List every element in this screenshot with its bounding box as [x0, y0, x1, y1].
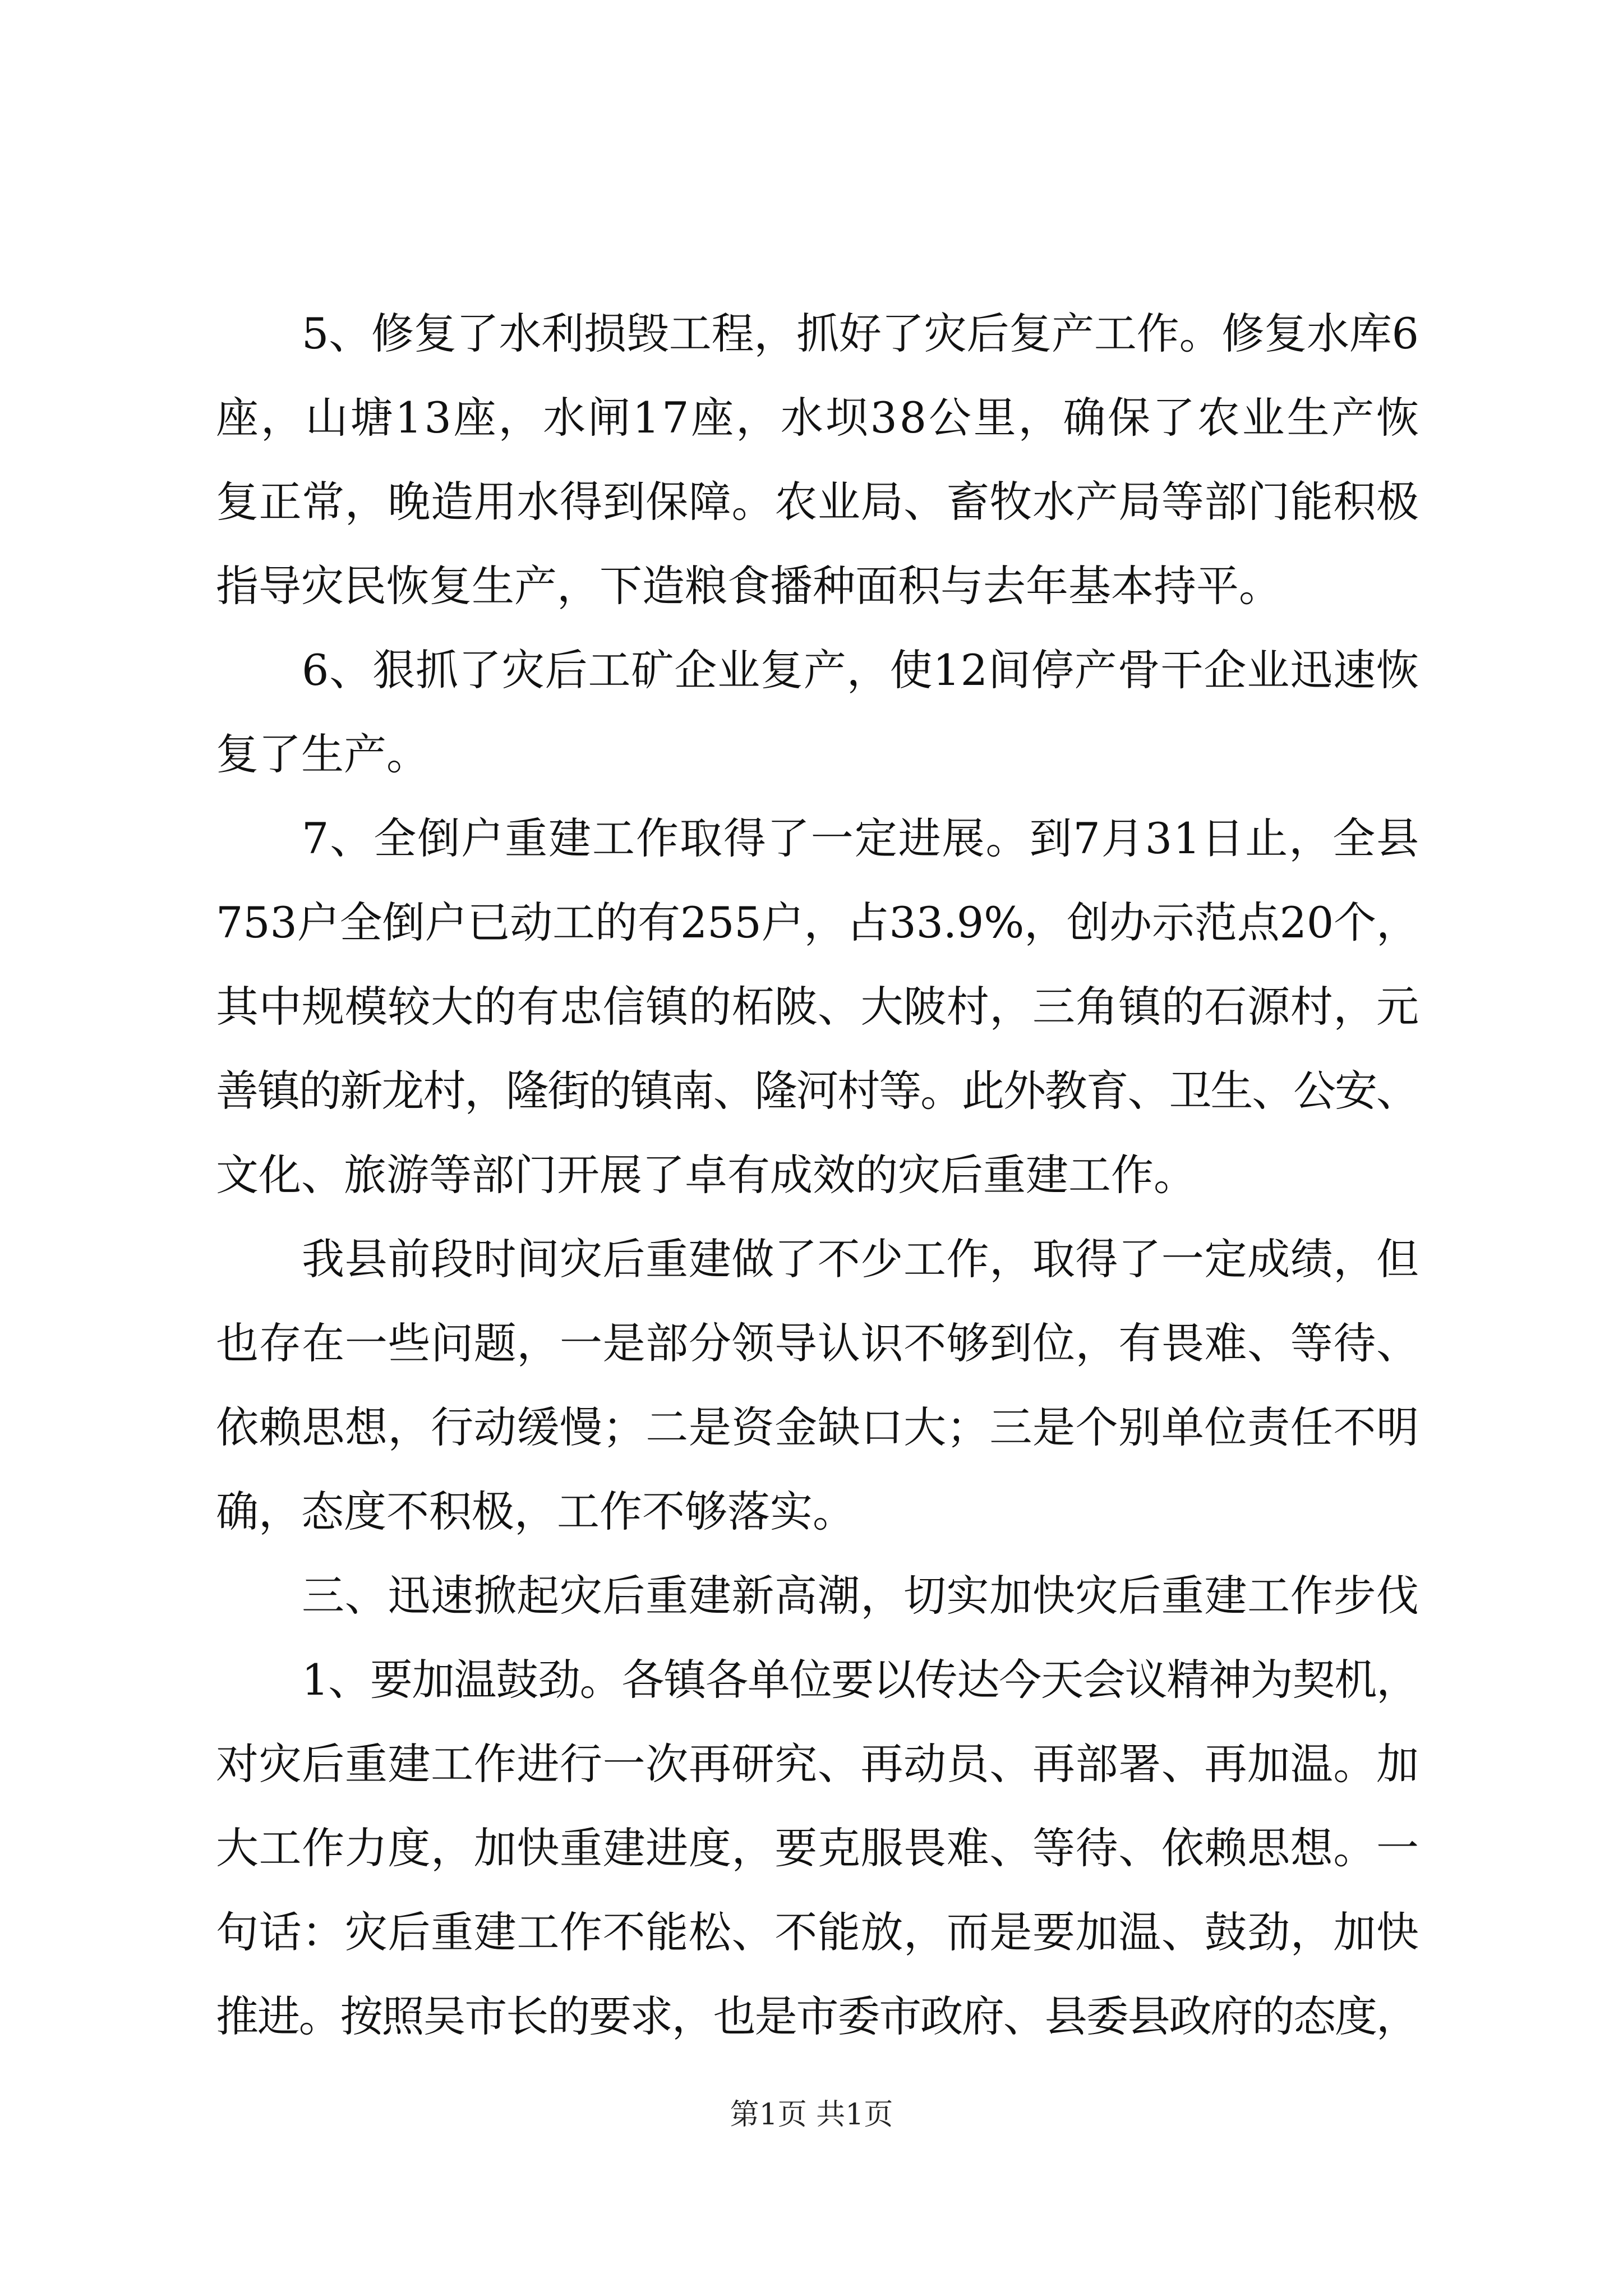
text-line	[0, 1217, 1623, 1301]
page-number: 第1页 共1页	[730, 2098, 893, 2132]
line-text: 确，态度不积极，工作不够落实。	[216, 1487, 855, 1536]
page-footer	[0, 2092, 1623, 2137]
line-text: 1、要加温鼓劲。各镇各单位要以传达今天会议精神为契机，	[302, 1655, 1418, 1705]
text-line	[0, 1386, 1623, 1470]
line-text: 753户全倒户已动工的有255户，占33.9%，创办示范点20个，	[216, 898, 1419, 947]
text-line	[0, 1470, 1623, 1554]
line-text: 我县前段时间灾后重建做了不少工作，取得了一定成绩，但	[302, 1234, 1419, 1284]
line-text: 7、全倒户重建工作取得了一定进展。到7月31日止，全县	[302, 813, 1421, 863]
line-text: 依赖思想，行动缓慢；二是资金缺口大；三是个别单位责任不明	[216, 1402, 1419, 1452]
text-line	[0, 628, 1623, 712]
line-text: 6、狠抓了灾后工矿企业复产，使12间停产骨干企业迅速恢	[302, 645, 1419, 695]
text-line	[0, 1133, 1623, 1217]
line-text: 其中规模较大的有忠信镇的柘陂、大陂村，三角镇的石源村，元	[216, 982, 1419, 1032]
text-line	[0, 1722, 1623, 1806]
text-line	[0, 1638, 1623, 1722]
text-line	[0, 376, 1623, 460]
text-line	[0, 544, 1623, 628]
line-text: 善镇的新龙村，隆街的镇南、隆河村等。此外教育、卫生、公安、	[216, 1066, 1418, 1116]
text-line	[0, 460, 1623, 544]
text-line	[0, 1049, 1623, 1133]
section-heading	[0, 1554, 1623, 1638]
line-text: 座，山塘13座，水闸17座，水坝38公里，确保了农业生产恢	[216, 393, 1421, 443]
line-text: 也存在一些问题，一是部分领导认识不够到位，有畏难、等待、	[216, 1318, 1419, 1368]
text-line	[0, 712, 1623, 797]
line-text: 推进。按照吴市长的要求，也是市委市政府、县委县政府的态度，	[216, 1991, 1418, 2041]
line-text: 文化、旅游等部门开展了卓有成效的灾后重建工作。	[216, 1150, 1196, 1200]
line-text: 大工作力度，加快重建进度，要克服畏难、等待、依赖思想。一	[216, 1823, 1419, 1873]
text-line	[0, 1301, 1623, 1386]
text-line	[0, 797, 1623, 881]
line-text: 复正常，晚造用水得到保障。农业局、畜牧水产局等部门能积极	[216, 477, 1419, 527]
line-text: 指导灾民恢复生产，下造粮食播种面积与去年基本持平。	[216, 561, 1281, 611]
text-line	[0, 965, 1623, 1049]
line-text: 对灾后重建工作进行一次再研究、再动员、再部署、再加温。加	[216, 1739, 1419, 1789]
text-line	[0, 1806, 1623, 1890]
text-line	[0, 292, 1623, 376]
line-text: 三、迅速掀起灾后重建新高潮，切实加快灾后重建工作步伐	[302, 1571, 1419, 1621]
text-line	[0, 881, 1623, 965]
text-line	[0, 1890, 1623, 1975]
text-line	[0, 1975, 1623, 2059]
line-text: 5、修复了水利损毁工程，抓好了灾后复产工作。修复水库6	[302, 309, 1419, 358]
line-text: 句话：灾后重建工作不能松、不能放，而是要加温、鼓劲，加快	[216, 1907, 1419, 1957]
line-text: 复了生产。	[216, 729, 429, 779]
